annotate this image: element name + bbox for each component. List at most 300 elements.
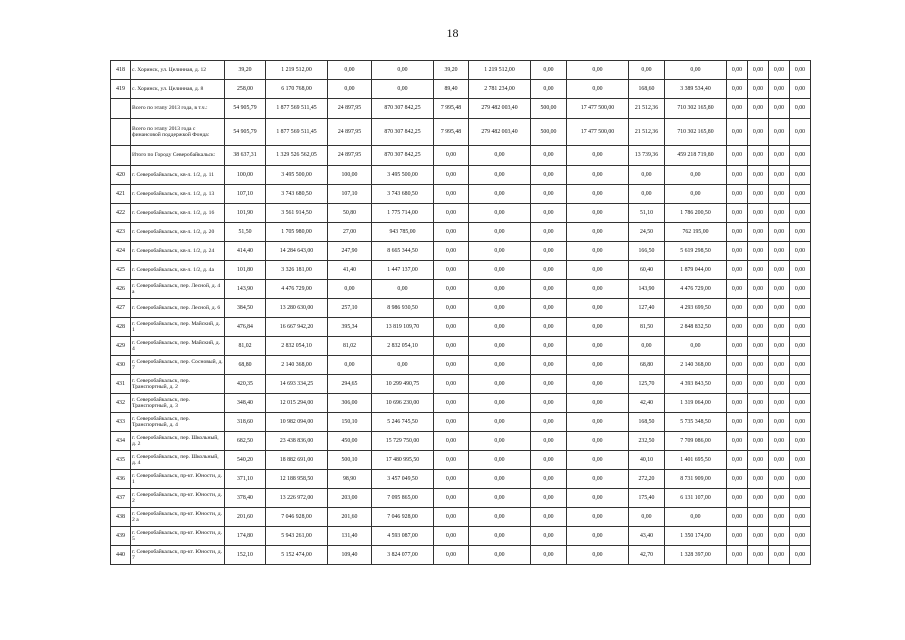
value-cell: 0,00 [790, 261, 811, 280]
value-cell: 0,00 [567, 261, 629, 280]
value-cell: 0,00 [434, 280, 469, 299]
value-cell: 5 246 745,50 [372, 413, 434, 432]
value-cell: 0,00 [469, 451, 531, 470]
address-cell: г. Северобайкальск, кв-л. 1/2, д. 4а [131, 261, 225, 280]
value-cell: 0,00 [790, 489, 811, 508]
row-number: 430 [111, 356, 131, 375]
value-cell: 127,40 [629, 299, 665, 318]
value-cell: 0,00 [748, 80, 769, 99]
address-cell: г. Северобайкальск, пр-кт. Юности, д. 1 [131, 470, 225, 489]
row-number: 431 [111, 375, 131, 394]
value-cell: 17 477 500,00 [567, 119, 629, 146]
value-cell: 13 739,36 [629, 146, 665, 166]
value-cell: 378,40 [225, 489, 266, 508]
value-cell: 60,40 [629, 261, 665, 280]
value-cell: 0,00 [769, 280, 790, 299]
value-cell: 0,00 [531, 204, 567, 223]
value-cell: 870 307 842,25 [372, 146, 434, 166]
value-cell: 38 637,31 [225, 146, 266, 166]
value-cell: 710 302 165,80 [665, 99, 727, 119]
value-cell: 0,00 [531, 508, 567, 527]
value-cell: 0,00 [790, 119, 811, 146]
row-number: 435 [111, 451, 131, 470]
value-cell: 0,00 [727, 318, 748, 337]
row-number: 429 [111, 337, 131, 356]
value-cell: 870 307 842,25 [372, 119, 434, 146]
row-number: 422 [111, 204, 131, 223]
value-cell: 0,00 [469, 337, 531, 356]
row-number: 432 [111, 394, 131, 413]
value-cell: 0,00 [769, 432, 790, 451]
value-cell: 1 219 512,00 [469, 61, 531, 80]
value-cell: 0,00 [434, 223, 469, 242]
value-cell: 0,00 [790, 99, 811, 119]
value-cell: 0,00 [469, 375, 531, 394]
value-cell: 54 905,79 [225, 119, 266, 146]
value-cell: 0,00 [372, 80, 434, 99]
value-cell: 3 743 680,50 [266, 185, 328, 204]
value-cell: 0,00 [665, 61, 727, 80]
value-cell: 0,00 [567, 489, 629, 508]
value-cell: 0,00 [531, 318, 567, 337]
row-number: 425 [111, 261, 131, 280]
value-cell: 0,00 [567, 527, 629, 546]
value-cell: 272,20 [629, 470, 665, 489]
row-number: 433 [111, 413, 131, 432]
value-cell: 0,00 [769, 508, 790, 527]
value-cell: 0,00 [748, 261, 769, 280]
value-cell: 0,00 [769, 61, 790, 80]
value-cell: 0,00 [469, 280, 531, 299]
value-cell: 0,00 [567, 80, 629, 99]
value-cell: 0,00 [769, 166, 790, 185]
table-row [111, 470, 811, 489]
value-cell: 0,00 [748, 61, 769, 80]
table-row [111, 508, 811, 527]
value-cell: 21 512,36 [629, 99, 665, 119]
value-cell: 0,00 [469, 223, 531, 242]
value-cell: 5 943 261,00 [266, 527, 328, 546]
value-cell: 0,00 [769, 299, 790, 318]
address-cell: Всего по этапу 2013 года с финансовой поддержкой Фонда: [131, 119, 225, 146]
value-cell: 1 328 397,00 [665, 546, 727, 565]
value-cell: 0,00 [372, 61, 434, 80]
value-cell: 39,20 [225, 61, 266, 80]
value-cell: 0,00 [469, 394, 531, 413]
value-cell: 0,00 [769, 185, 790, 204]
row-number: 423 [111, 223, 131, 242]
value-cell: 0,00 [790, 146, 811, 166]
value-cell: 81,02 [328, 337, 372, 356]
value-cell: 0,00 [748, 318, 769, 337]
table-row [111, 166, 811, 185]
table-row [111, 261, 811, 280]
value-cell: 0,00 [469, 185, 531, 204]
value-cell: 174,80 [225, 527, 266, 546]
value-cell: 258,00 [225, 80, 266, 99]
value-cell: 0,00 [790, 223, 811, 242]
value-cell: 0,00 [567, 375, 629, 394]
value-cell: 943 785,00 [372, 223, 434, 242]
table-row [111, 451, 811, 470]
value-cell: 1 219 512,00 [266, 61, 328, 80]
value-cell: 13 226 972,00 [266, 489, 328, 508]
value-cell: 348,40 [225, 394, 266, 413]
value-cell: 0,00 [790, 432, 811, 451]
value-cell: 0,00 [567, 356, 629, 375]
value-cell: 0,00 [748, 356, 769, 375]
value-cell: 14 693 334,25 [266, 375, 328, 394]
value-cell: 0,00 [328, 61, 372, 80]
value-cell: 0,00 [531, 185, 567, 204]
value-cell: 2 832 054,10 [266, 337, 328, 356]
value-cell: 0,00 [727, 394, 748, 413]
value-cell: 0,00 [727, 432, 748, 451]
value-cell: 0,00 [769, 242, 790, 261]
value-cell: 0,00 [434, 185, 469, 204]
value-cell: 7 046 928,00 [266, 508, 328, 527]
value-cell: 384,50 [225, 299, 266, 318]
value-cell: 0,00 [748, 508, 769, 527]
value-cell: 0,00 [727, 470, 748, 489]
value-cell: 0,00 [727, 166, 748, 185]
value-cell: 0,00 [748, 280, 769, 299]
value-cell: 1 350 174,00 [665, 527, 727, 546]
value-cell: 1 786 200,50 [665, 204, 727, 223]
value-cell: 0,00 [434, 204, 469, 223]
value-cell: 0,00 [790, 451, 811, 470]
value-cell: 0,00 [748, 204, 769, 223]
value-cell: 0,00 [469, 166, 531, 185]
address-cell: г. Северобайкальск, пер. Школьный, д. 4 [131, 451, 225, 470]
value-cell: 318,60 [225, 413, 266, 432]
value-cell: 0,00 [727, 546, 748, 565]
value-cell: 0,00 [790, 375, 811, 394]
address-cell: г. Северобайкальск, пер. Майский, д. 1 [131, 318, 225, 337]
value-cell: 0,00 [769, 451, 790, 470]
value-cell: 0,00 [748, 99, 769, 119]
value-cell: 1 319 064,00 [665, 394, 727, 413]
value-cell: 168,60 [629, 80, 665, 99]
row-number: 438 [111, 508, 131, 527]
value-cell: 0,00 [769, 375, 790, 394]
value-cell: 42,70 [629, 546, 665, 565]
value-cell: 68,80 [225, 356, 266, 375]
value-cell: 306,00 [328, 394, 372, 413]
value-cell: 0,00 [727, 337, 748, 356]
value-cell: 279 482 003,40 [469, 99, 531, 119]
value-cell: 125,70 [629, 375, 665, 394]
row-number: 440 [111, 546, 131, 565]
value-cell: 15 729 750,00 [372, 432, 434, 451]
value-cell: 0,00 [748, 546, 769, 565]
address-cell: г. Северобайкальск, пр-кт. Юности, д. 5 [131, 527, 225, 546]
value-cell: 101,80 [225, 261, 266, 280]
value-cell: 3 824 077,00 [372, 546, 434, 565]
row-number: 419 [111, 80, 131, 99]
value-cell: 0,00 [748, 527, 769, 546]
address-cell: г. Северобайкальск, пр-кт. Юности, д. 2 [131, 489, 225, 508]
value-cell: 0,00 [727, 451, 748, 470]
value-cell: 0,00 [727, 375, 748, 394]
value-cell: 0,00 [531, 261, 567, 280]
value-cell: 0,00 [727, 356, 748, 375]
value-cell: 0,00 [469, 489, 531, 508]
table-row [111, 204, 811, 223]
value-cell: 201,60 [225, 508, 266, 527]
value-cell: 0,00 [790, 166, 811, 185]
value-cell: 0,00 [769, 394, 790, 413]
table-row [111, 375, 811, 394]
value-cell: 7 709 086,00 [665, 432, 727, 451]
value-cell: 13 819 109,70 [372, 318, 434, 337]
table-row [111, 413, 811, 432]
value-cell: 0,00 [748, 337, 769, 356]
table-row [111, 242, 811, 261]
value-cell: 0,00 [790, 280, 811, 299]
value-cell: 0,00 [567, 242, 629, 261]
value-cell: 0,00 [727, 185, 748, 204]
row-number: 436 [111, 470, 131, 489]
table-total-row [111, 146, 811, 166]
table-row [111, 527, 811, 546]
value-cell: 0,00 [769, 119, 790, 146]
value-cell: 51,10 [629, 204, 665, 223]
value-cell: 0,00 [434, 299, 469, 318]
value-cell: 3 561 914,50 [266, 204, 328, 223]
value-cell: 0,00 [790, 337, 811, 356]
value-cell: 0,00 [769, 356, 790, 375]
value-cell: 0,00 [531, 61, 567, 80]
value-cell: 0,00 [434, 166, 469, 185]
row-number: 437 [111, 489, 131, 508]
value-cell: 0,00 [531, 413, 567, 432]
value-cell: 0,00 [790, 356, 811, 375]
table-row [111, 489, 811, 508]
value-cell: 0,00 [434, 318, 469, 337]
value-cell: 27,00 [328, 223, 372, 242]
value-cell: 0,00 [790, 527, 811, 546]
value-cell: 0,00 [769, 146, 790, 166]
value-cell: 0,00 [567, 146, 629, 166]
value-cell: 81,02 [225, 337, 266, 356]
value-cell: 0,00 [434, 375, 469, 394]
value-cell: 24 897,95 [328, 146, 372, 166]
value-cell: 710 302 165,80 [665, 119, 727, 146]
value-cell: 450,00 [328, 432, 372, 451]
value-cell: 0,00 [629, 185, 665, 204]
value-cell: 0,00 [531, 146, 567, 166]
value-cell: 0,00 [748, 146, 769, 166]
value-cell: 0,00 [727, 299, 748, 318]
value-cell: 500,10 [328, 451, 372, 470]
value-cell: 5 619 298,50 [665, 242, 727, 261]
housing-program-table [110, 60, 811, 565]
address-cell: с. Хоринск, ул. Целинная, д. 12 [131, 61, 225, 80]
value-cell: 0,00 [531, 527, 567, 546]
value-cell: 0,00 [469, 413, 531, 432]
value-cell: 203,00 [328, 489, 372, 508]
address-cell: г. Северобайкальск, пер. Транспортный, д. 4 [131, 413, 225, 432]
value-cell: 0,00 [727, 80, 748, 99]
value-cell: 2 140 368,00 [266, 356, 328, 375]
value-cell: 0,00 [531, 280, 567, 299]
value-cell: 24,50 [629, 223, 665, 242]
value-cell: 0,00 [372, 280, 434, 299]
value-cell: 0,00 [434, 470, 469, 489]
value-cell: 0,00 [434, 451, 469, 470]
value-cell: 1 705 980,00 [266, 223, 328, 242]
value-cell: 0,00 [748, 223, 769, 242]
value-cell: 1 329 526 562,05 [266, 146, 328, 166]
value-cell: 24 897,95 [328, 119, 372, 146]
value-cell: 101,90 [225, 204, 266, 223]
value-cell: 0,00 [469, 508, 531, 527]
value-cell: 7 995,48 [434, 119, 469, 146]
value-cell: 0,00 [434, 413, 469, 432]
address-cell: г. Северобайкальск, кв-л. 1/2, д. 11 [131, 166, 225, 185]
value-cell: 0,00 [790, 413, 811, 432]
value-cell: 247,90 [328, 242, 372, 261]
value-cell: 0,00 [748, 375, 769, 394]
value-cell: 131,40 [328, 527, 372, 546]
value-cell: 107,10 [225, 185, 266, 204]
value-cell: 0,00 [769, 470, 790, 489]
value-cell: 279 482 003,40 [469, 119, 531, 146]
value-cell: 16 667 942,20 [266, 318, 328, 337]
value-cell: 476,84 [225, 318, 266, 337]
value-cell: 4 393 843,50 [665, 375, 727, 394]
row-number: 426 [111, 280, 131, 299]
value-cell: 166,50 [629, 242, 665, 261]
value-cell: 0,00 [469, 527, 531, 546]
value-cell: 0,00 [531, 451, 567, 470]
value-cell: 0,00 [769, 80, 790, 99]
value-cell: 0,00 [567, 413, 629, 432]
value-cell: 0,00 [790, 546, 811, 565]
value-cell: 13 280 630,00 [266, 299, 328, 318]
value-cell: 2 140 368,00 [665, 356, 727, 375]
value-cell: 0,00 [790, 508, 811, 527]
table-row [111, 280, 811, 299]
value-cell: 870 307 842,25 [372, 99, 434, 119]
value-cell: 0,00 [727, 280, 748, 299]
value-cell: 150,10 [328, 413, 372, 432]
value-cell: 0,00 [567, 280, 629, 299]
value-cell: 0,00 [790, 185, 811, 204]
table-row [111, 299, 811, 318]
value-cell: 0,00 [469, 146, 531, 166]
value-cell: 0,00 [727, 489, 748, 508]
value-cell: 109,40 [328, 546, 372, 565]
value-cell: 0,00 [727, 527, 748, 546]
value-cell: 2 848 832,50 [665, 318, 727, 337]
value-cell: 0,00 [769, 204, 790, 223]
value-cell: 41,40 [328, 261, 372, 280]
value-cell: 0,00 [469, 356, 531, 375]
row-number: 424 [111, 242, 131, 261]
address-cell: г. Северобайкальск, пер. Сосновый, д. 7 [131, 356, 225, 375]
value-cell: 0,00 [567, 470, 629, 489]
value-cell: 39,20 [434, 61, 469, 80]
value-cell: 0,00 [790, 61, 811, 80]
row-number: 420 [111, 166, 131, 185]
value-cell: 0,00 [531, 223, 567, 242]
table-row [111, 432, 811, 451]
value-cell: 0,00 [372, 356, 434, 375]
address-cell: г. Северобайкальск, пр-кт. Юности, д. 7 [131, 546, 225, 565]
value-cell: 0,00 [769, 99, 790, 119]
value-cell: 0,00 [727, 204, 748, 223]
value-cell: 98,90 [328, 470, 372, 489]
value-cell: 540,20 [225, 451, 266, 470]
value-cell: 54 905,79 [225, 99, 266, 119]
value-cell: 0,00 [434, 242, 469, 261]
row-number: 434 [111, 432, 131, 451]
value-cell: 0,00 [434, 261, 469, 280]
value-cell: 0,00 [748, 451, 769, 470]
page-number: 18 [446, 26, 459, 40]
row-number: 421 [111, 185, 131, 204]
value-cell: 0,00 [769, 337, 790, 356]
value-cell: 10 696 230,00 [372, 394, 434, 413]
value-cell: 0,00 [665, 508, 727, 527]
value-cell: 0,00 [748, 394, 769, 413]
address-cell: г. Северобайкальск, кв-л. 1/2, д. 24 [131, 242, 225, 261]
value-cell: 0,00 [790, 80, 811, 99]
value-cell: 0,00 [567, 299, 629, 318]
value-cell: 0,00 [531, 166, 567, 185]
value-cell: 100,00 [328, 166, 372, 185]
value-cell: 152,10 [225, 546, 266, 565]
value-cell: 3 495 500,00 [372, 166, 434, 185]
value-cell: 0,00 [769, 489, 790, 508]
value-cell: 1 877 569 511,45 [266, 119, 328, 146]
table-row [111, 185, 811, 204]
value-cell: 0,00 [434, 337, 469, 356]
address-cell: г. Северобайкальск, кв-л. 1/2, д. 13 [131, 185, 225, 204]
value-cell: 0,00 [567, 451, 629, 470]
value-cell: 0,00 [469, 470, 531, 489]
value-cell: 0,00 [531, 546, 567, 565]
address-cell: г. Северобайкальск, пер. Майский, д. 4 [131, 337, 225, 356]
address-cell: с. Хоринск, ул. Целинная, д. 8 [131, 80, 225, 99]
value-cell: 682,50 [225, 432, 266, 451]
value-cell: 0,00 [748, 119, 769, 146]
value-cell: 50,80 [328, 204, 372, 223]
value-cell: 3 743 680,50 [372, 185, 434, 204]
value-cell: 3 326 181,00 [266, 261, 328, 280]
value-cell: 6 170 768,00 [266, 80, 328, 99]
value-cell: 10 299 490,75 [372, 375, 434, 394]
value-cell: 0,00 [531, 375, 567, 394]
value-cell: 0,00 [567, 166, 629, 185]
value-cell: 0,00 [531, 242, 567, 261]
value-cell: 0,00 [567, 318, 629, 337]
value-cell: 1 879 044,00 [665, 261, 727, 280]
value-cell: 23 438 836,00 [266, 432, 328, 451]
value-cell: 0,00 [469, 299, 531, 318]
value-cell: 0,00 [727, 508, 748, 527]
value-cell: 0,00 [434, 546, 469, 565]
value-cell: 0,00 [567, 185, 629, 204]
value-cell: 0,00 [748, 242, 769, 261]
table-total-row [111, 119, 811, 146]
value-cell: 0,00 [469, 546, 531, 565]
value-cell: 68,80 [629, 356, 665, 375]
value-cell: 7 995,48 [434, 99, 469, 119]
value-cell: 0,00 [769, 527, 790, 546]
